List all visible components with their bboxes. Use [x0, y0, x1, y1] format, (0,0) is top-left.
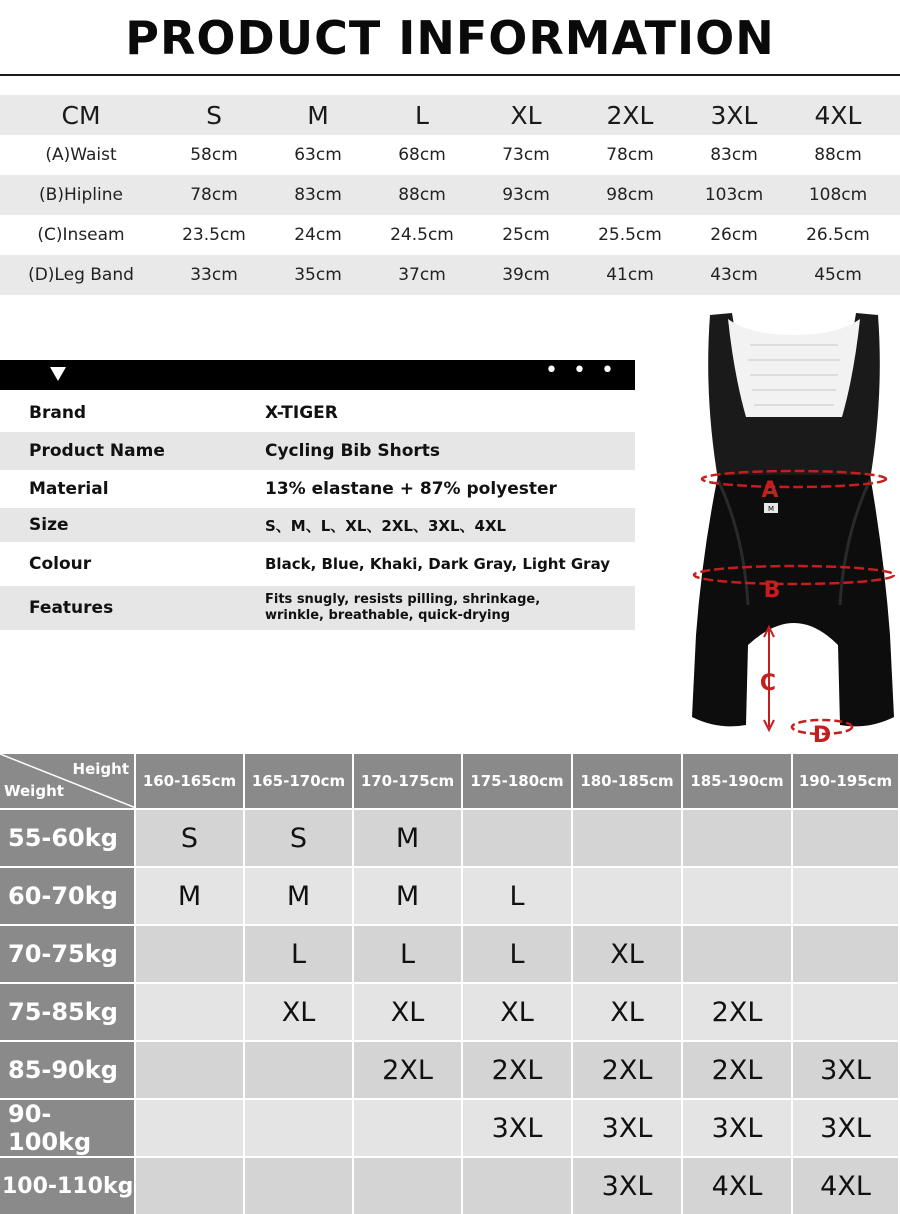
marker-b: B	[763, 578, 781, 603]
size-recommendation-table	[0, 754, 900, 1214]
size-cell: 2XL	[354, 1042, 463, 1098]
size-cell: 2XL	[683, 1042, 793, 1098]
size-cell: S	[136, 810, 245, 866]
size-cell: L	[354, 926, 463, 982]
spec-label: Size	[29, 515, 69, 535]
size-cell	[793, 984, 900, 1040]
table-row	[0, 868, 900, 926]
table-cell: 24cm	[294, 225, 342, 245]
size-cell: XL	[245, 984, 354, 1040]
table-cell: 88cm	[398, 185, 446, 205]
size-cell: 3XL	[793, 1042, 900, 1098]
height-header: 160-165cm	[136, 754, 245, 808]
size-cell	[245, 1100, 354, 1156]
size-cell: XL	[354, 984, 463, 1040]
size-cell: 4XL	[683, 1158, 793, 1214]
size-cell	[136, 1100, 245, 1156]
spec-label: Material	[29, 479, 109, 499]
size-header-cell: 4XL	[814, 100, 862, 130]
size-cell	[354, 1158, 463, 1214]
product-specs	[0, 394, 635, 630]
size-cell: 3XL	[573, 1158, 683, 1214]
marker-d: D	[812, 723, 832, 748]
table-row	[0, 1158, 900, 1214]
height-header: 175-180cm	[463, 754, 573, 808]
size-cell: 2XL	[463, 1042, 573, 1098]
table-cell: 33cm	[190, 265, 238, 285]
weight-label: 85-90kg	[0, 1042, 136, 1098]
weight-label: 90-100kg	[0, 1100, 136, 1156]
bib-shorts-image	[688, 305, 900, 750]
size-header-cell: 2XL	[606, 100, 654, 130]
spec-label: Colour	[29, 554, 92, 574]
size-cell: 4XL	[793, 1158, 900, 1214]
table-cell: 88cm	[814, 145, 862, 165]
marker-a: A	[761, 478, 779, 503]
size-cell	[136, 926, 245, 982]
table-row	[0, 1100, 900, 1158]
size-cell	[245, 1158, 354, 1214]
table-row	[0, 926, 900, 984]
size-cell	[354, 1100, 463, 1156]
size-cell	[463, 810, 573, 866]
size-cell	[793, 810, 900, 866]
size-cell	[136, 1158, 245, 1214]
table-cell: 108cm	[808, 185, 868, 205]
size-cell	[793, 926, 900, 982]
table-cell: 26.5cm	[806, 225, 870, 245]
row-label: (A)Waist	[45, 145, 117, 165]
size-cell: L	[463, 868, 573, 924]
weight-label: 75-85kg	[0, 984, 136, 1040]
table-cell: 37cm	[398, 265, 446, 285]
size-cell: 2XL	[683, 984, 793, 1040]
size-cell: XL	[463, 984, 573, 1040]
size-header-cell: CM	[61, 100, 101, 130]
size-cell: M	[354, 868, 463, 924]
size-cell: 2XL	[573, 1042, 683, 1098]
more-dots-icon: • • •	[545, 358, 618, 383]
height-header: 165-170cm	[245, 754, 354, 808]
size-cell	[136, 1042, 245, 1098]
spec-value: X-TIGER	[265, 403, 338, 423]
size-cell: 3XL	[683, 1100, 793, 1156]
size-cell: 3XL	[793, 1100, 900, 1156]
spec-value: 13% elastane + 87% polyester	[265, 479, 557, 499]
size-cell: M	[354, 810, 463, 866]
spec-row-material	[0, 470, 635, 508]
table-cell: 25.5cm	[598, 225, 662, 245]
corner-weight-label: Weight	[4, 782, 64, 800]
title-divider	[0, 74, 900, 76]
size-cell: 3XL	[573, 1100, 683, 1156]
corner-cell	[0, 754, 136, 808]
size-cell: L	[245, 926, 354, 982]
table-row	[0, 810, 900, 868]
size-header-cell: L	[415, 100, 429, 130]
spec-label: Brand	[29, 403, 87, 423]
recommendation-header	[0, 754, 900, 810]
table-row	[0, 175, 900, 215]
size-cell: S	[245, 810, 354, 866]
table-cell: 41cm	[606, 265, 654, 285]
table-row	[0, 255, 900, 295]
size-header-cell: XL	[510, 100, 542, 130]
size-cell: XL	[573, 984, 683, 1040]
size-header-cell: S	[206, 100, 222, 130]
table-cell: 78cm	[606, 145, 654, 165]
size-cell: M	[245, 868, 354, 924]
shorts-body	[692, 475, 894, 726]
size-cell: 3XL	[463, 1100, 573, 1156]
weight-label: 70-75kg	[0, 926, 136, 982]
spec-label: Features	[29, 598, 114, 618]
spec-value: Fits snugly, resists pilling, shrinkage, wrinkle, breathable, quick-drying	[265, 592, 541, 623]
page-title: PRODUCT INFORMATION	[125, 11, 775, 65]
size-cell	[136, 984, 245, 1040]
spec-label: Product Name	[29, 441, 165, 461]
bib-mesh	[728, 319, 860, 417]
row-label: (D)Leg Band	[28, 265, 134, 285]
table-row	[0, 215, 900, 255]
marker-c: C	[759, 671, 777, 696]
size-cell	[683, 926, 793, 982]
size-cell	[463, 1158, 573, 1214]
table-cell: 63cm	[294, 145, 342, 165]
table-cell: 35cm	[294, 265, 342, 285]
table-cell: 25cm	[502, 225, 550, 245]
spec-row-size	[0, 508, 635, 542]
table-cell: 103cm	[704, 185, 764, 205]
spec-row-features	[0, 586, 635, 630]
table-cell: 23.5cm	[182, 225, 246, 245]
size-cell: XL	[573, 926, 683, 982]
size-cell	[573, 810, 683, 866]
spec-value: Cycling Bib Shorts	[265, 441, 441, 461]
spec-row-colour	[0, 542, 635, 586]
size-cell	[245, 1042, 354, 1098]
table-cell: 83cm	[710, 145, 758, 165]
size-cell	[683, 868, 793, 924]
size-measurement-table	[0, 95, 900, 295]
row-label: (C)Inseam	[37, 225, 125, 245]
table-row	[0, 984, 900, 1042]
table-cell: 68cm	[398, 145, 446, 165]
spec-row-brand	[0, 394, 635, 432]
spec-value: S、M、L、XL、2XL、3XL、4XL	[265, 516, 507, 535]
table-cell: 78cm	[190, 185, 238, 205]
weight-label: 55-60kg	[0, 810, 136, 866]
size-header-cell: 3XL	[710, 100, 758, 130]
table-cell: 39cm	[502, 265, 550, 285]
table-cell: 45cm	[814, 265, 862, 285]
table-cell: 98cm	[606, 185, 654, 205]
table-cell: 58cm	[190, 145, 238, 165]
height-header: 180-185cm	[573, 754, 683, 808]
height-header: 170-175cm	[354, 754, 463, 808]
size-cell	[683, 810, 793, 866]
table-cell: 73cm	[502, 145, 550, 165]
spec-value: Black, Blue, Khaki, Dark Gray, Light Gray	[265, 555, 611, 573]
table-cell: 43cm	[710, 265, 758, 285]
corner-height-label: Height	[72, 760, 129, 778]
height-header: 190-195cm	[793, 754, 900, 808]
height-header: 185-190cm	[683, 754, 793, 808]
table-row	[0, 1042, 900, 1100]
weight-label: 100-110kg	[0, 1158, 136, 1214]
table-cell: 93cm	[502, 185, 550, 205]
spec-row-product-name	[0, 432, 635, 470]
size-cell: L	[463, 926, 573, 982]
specs-header-bar	[0, 360, 635, 390]
weight-label: 60-70kg	[0, 868, 136, 924]
table-cell: 83cm	[294, 185, 342, 205]
size-cell: M	[136, 868, 245, 924]
size-table-header	[0, 95, 900, 135]
table-row	[0, 135, 900, 175]
table-cell: 26cm	[710, 225, 758, 245]
size-cell	[793, 868, 900, 924]
table-cell: 24.5cm	[390, 225, 454, 245]
size-header-cell: M	[307, 100, 329, 130]
triangle-down-icon	[50, 367, 66, 381]
size-cell	[573, 868, 683, 924]
size-tag-letter: M	[767, 505, 775, 513]
row-label: (B)Hipline	[39, 185, 123, 205]
